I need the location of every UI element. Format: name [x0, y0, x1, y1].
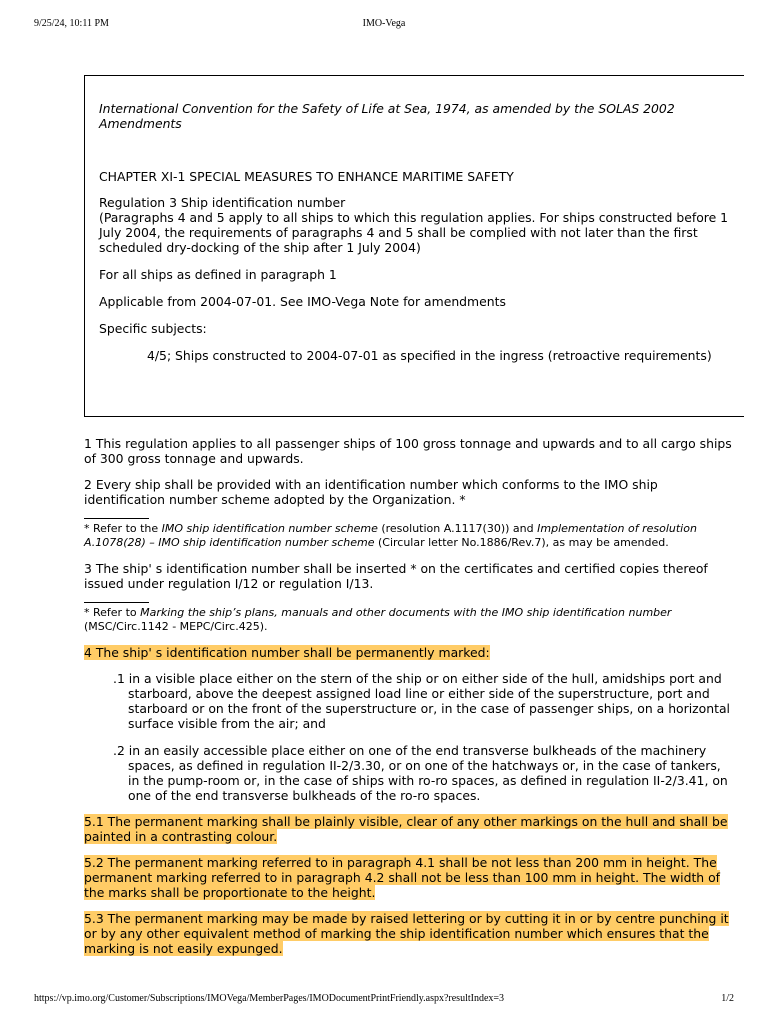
- print-url: https://vp.imo.org/Customer/Subscriptions/IMOVega/MemberPages/IMODocumentPrintFriendly.aspx?resultIndex=3: [34, 993, 505, 1004]
- print-header: [34, 18, 734, 32]
- page-number: 1/2: [721, 993, 734, 1004]
- paragraph-2: 2 Every ship shall be provided with an identification number which conforms to the IMO ship identification number scheme adopted by the Organization. *: [84, 477, 658, 507]
- regulation-note: (Paragraphs 4 and 5 apply to all ships to which this regulation applies. For ships constructed before 1 July 2004, the requirements of paragraphs 4 and 5 shall be complied with not later than the first scheduled dry-docking of the ship after 1 July 2004): [99, 210, 729, 255]
- regulation-title: Regulation 3 Ship identification number: [99, 195, 346, 210]
- specific-subject-item: 4/5; Ships constructed to 2004-07-01 as specified in the ingress (retroactive requirements): [147, 348, 712, 363]
- regulation-body: [84, 436, 732, 956]
- footnote-1-prefix: * Refer to the: [84, 522, 162, 535]
- paragraph-5-1-highlight: 5.1 The permanent marking shall be plainly visible, clear of any other markings on the hull and shall be painted in a contrasting colour.: [84, 814, 728, 844]
- paragraph-5-3: [84, 911, 732, 956]
- paragraph-1: 1 This regulation applies to all passenger ships of 100 gross tonnage and upwards and to all cargo ships of 300 gross tonnage and upwards.: [84, 436, 732, 466]
- footnote-1-ref-implementation: Implementation of resolution A.1078(28) – IMO ship identification number scheme: [84, 522, 697, 549]
- footnote-divider: [84, 518, 149, 519]
- footnote-1: [84, 522, 732, 550]
- chapter-title: CHAPTER XI-1 SPECIAL MEASURES TO ENHANCE MARITIME SAFETY: [99, 169, 514, 184]
- footnote-2: [84, 606, 732, 634]
- paragraph-5-2: [84, 855, 732, 900]
- footnote-1-mid: (resolution A.1117(30)) and: [377, 522, 538, 535]
- print-title: IMO-Vega: [362, 18, 406, 29]
- footnote-1-ref-scheme: IMO ship identification number scheme: [161, 522, 378, 535]
- paragraph-5-2-highlight: 5.2 The permanent marking referred to in paragraph 4.1 shall be not less than 200 mm in height. The permanent marking referred to in paragraph 4.2 shall not be less than 100 mm in height. The width of the marks shall be proportionate to the height.: [84, 855, 721, 900]
- footnote-2-suffix: (MSC/Circ.1142 - MEPC/Circ.425).: [84, 620, 268, 633]
- applies-to: For all ships as defined in paragraph 1: [99, 267, 337, 282]
- convention-title: International Convention for the Safety of Life at Sea, 1974, as amended by the SOLAS 2002 Amendments: [99, 101, 675, 131]
- paragraph-4-highlight: 4 The ship' s identification number shall be permanently marked:: [84, 645, 490, 660]
- paragraph-4-1: .1 in a visible place either on the stern of the ship or on either side of the hull, amidships port and starboard, above the deepest assigned load line or either side of the superstructure, port and starboard or on the front of the superstructure or, in the case of passenger ships, on a horizontal surface visible from the air; and: [113, 671, 730, 731]
- paragraph-5-1: [84, 814, 732, 844]
- regulation-header-box: [84, 75, 744, 417]
- footnote-1-suffix: (Circular letter No.1886/Rev.7), as may be amended.: [374, 536, 669, 549]
- paragraph-3: 3 The ship' s identification number shall be inserted * on the certificates and certified copies thereof issued under regulation I/12 or regulation I/13.: [84, 561, 708, 591]
- print-footer: [34, 993, 734, 1007]
- applicable-from: Applicable from 2004-07-01. See IMO-Vega Note for amendments: [99, 294, 506, 309]
- paragraph-4-2: .2 in an easily accessible place either on one of the end transverse bulkheads of the machinery spaces, as defined in regulation II-2/3.30, or on one of the hatchways or, in the case of tankers, in the pump-room or, in the case of ships with ro-ro spaces, as defined in regulation II-2/3.41, on one of the end transverse bulkheads of the ro-ro spaces.: [113, 743, 728, 803]
- footnote-2-ref: Marking the ship’s plans, manuals and other documents with the IMO ship identification number: [140, 606, 672, 619]
- specific-subjects-label: Specific subjects:: [99, 321, 207, 336]
- paragraph-4: [84, 645, 732, 660]
- print-date: 9/25/24, 10:11 PM: [34, 18, 109, 29]
- footnote-divider: [84, 602, 149, 603]
- paragraph-5-3-highlight: 5.3 The permanent marking may be made by raised lettering or by cutting it in or by centre punching it or by any other equivalent method of marking the ship identification number which ensures that the marking is not easily expunged.: [84, 911, 729, 956]
- footnote-2-prefix: * Refer to: [84, 606, 141, 619]
